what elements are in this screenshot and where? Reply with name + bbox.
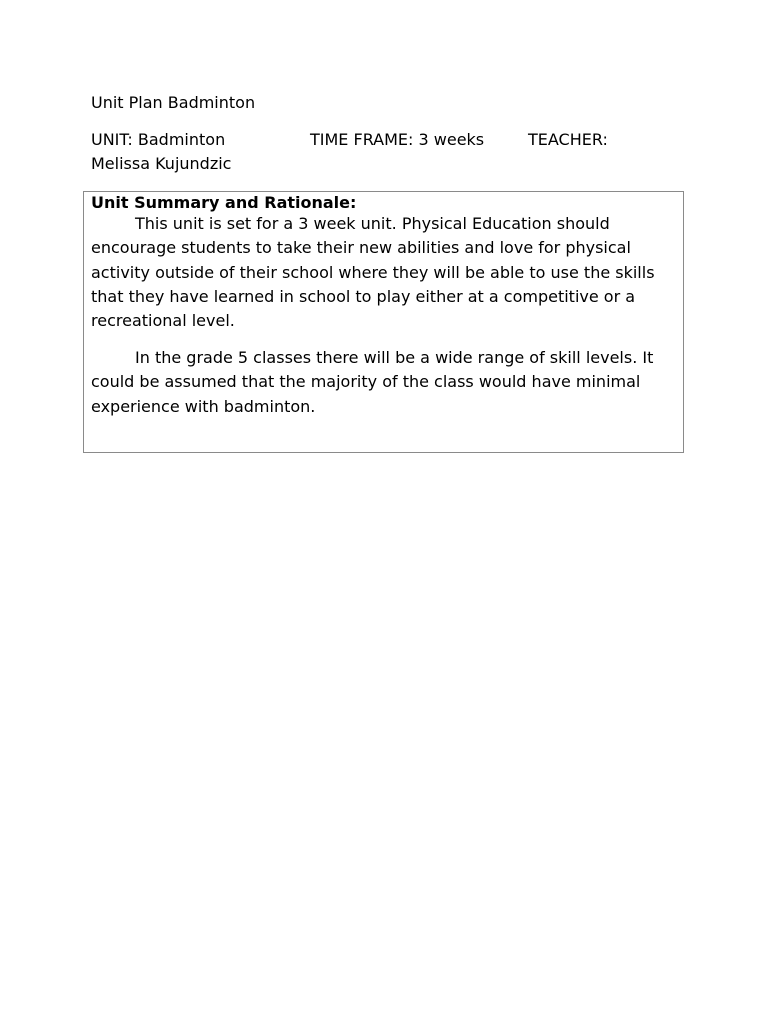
summary-paragraph: This unit is set for a 3 week unit. Physical Education should encourage students to take their new abilities and love for physical activity outside of their school where they will be able to use the skills that they have learned in school to play either at a competitive or a recreational level. [91, 214, 655, 331]
unit-summary-box [83, 191, 684, 453]
summary-paragraph: In the grade 5 classes there will be a wide range of skill levels. It could be assumed that the majority of the class would have minimal experience with badminton. [91, 348, 654, 416]
unit-label: UNIT: Badminton [91, 130, 226, 149]
summary-heading: Unit Summary and Rationale: [91, 193, 357, 212]
teacher-label: TEACHER: [528, 130, 608, 149]
time-frame-label: TIME FRAME: 3 weeks [310, 130, 485, 149]
teacher-name: Melissa Kujundzic [91, 154, 232, 173]
document-title: Unit Plan Badminton [91, 93, 256, 112]
unit-meta-row [91, 130, 691, 154]
